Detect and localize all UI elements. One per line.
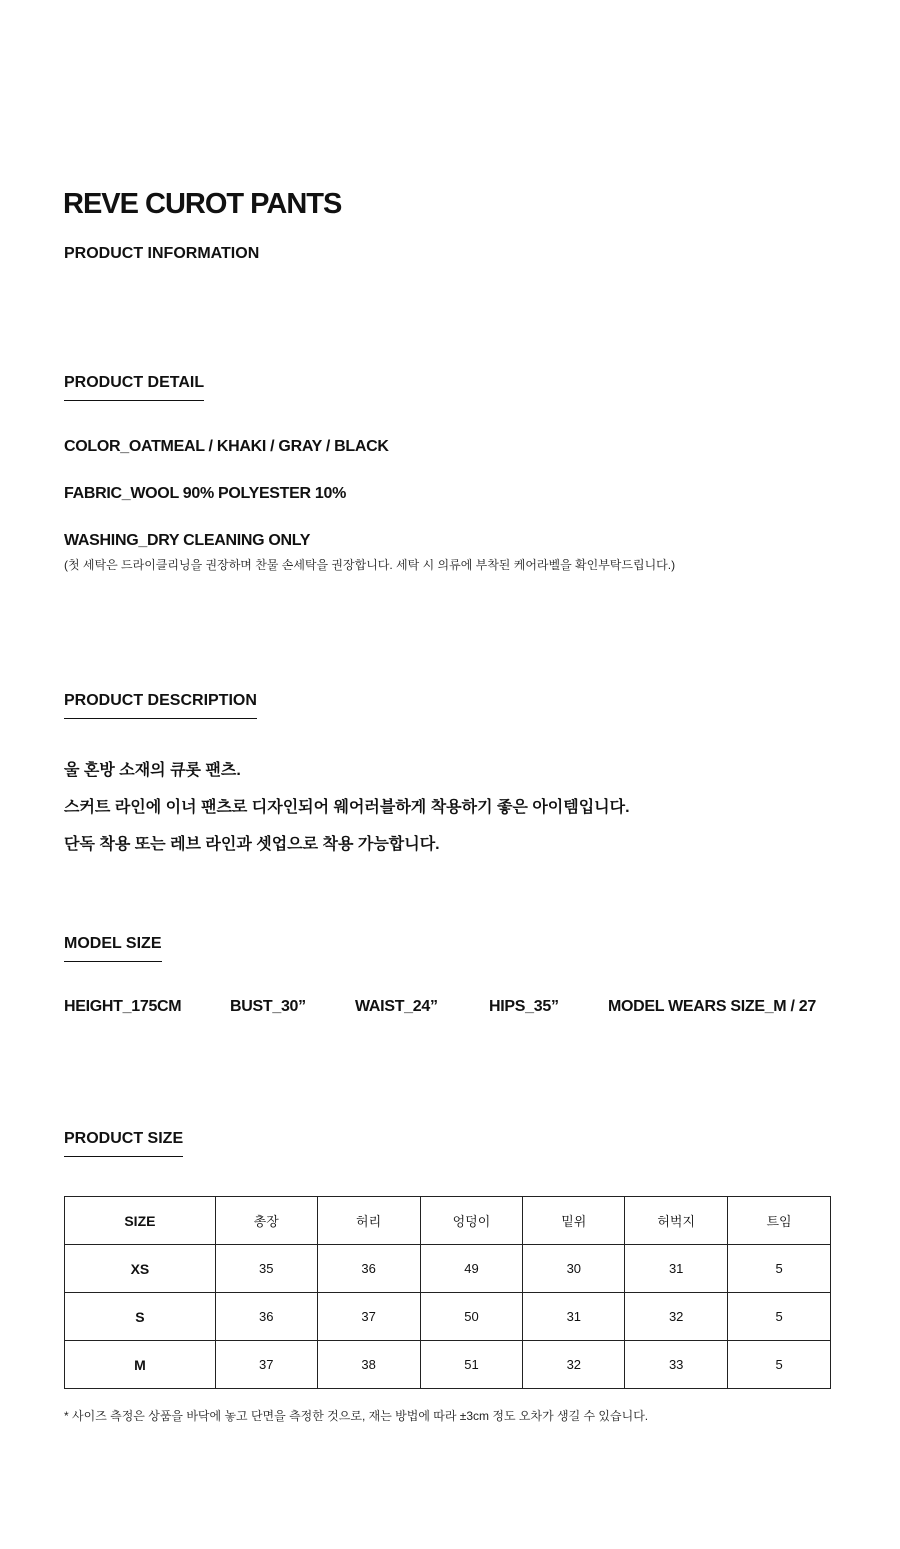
table-row: [65, 1293, 831, 1341]
description-line: 스커트 라인에 이너 팬츠로 디자인되어 웨어러블하게 착용하기 좋은 아이템입니다.: [64, 799, 630, 816]
description-line: 단독 착용 또는 레브 라인과 셋업으로 착용 가능합니다.: [64, 836, 440, 853]
model-hips: HIPS_35”: [489, 998, 559, 1015]
color-info: COLOR_OATMEAL / KHAKI / GRAY / BLACK: [64, 438, 389, 455]
table-cell: 31: [625, 1245, 728, 1293]
table-cell: 38: [317, 1341, 420, 1389]
product-information-label: PRODUCT INFORMATION: [64, 245, 260, 262]
table-cell: 35: [215, 1245, 317, 1293]
table-header-row: [65, 1197, 831, 1245]
header-cell: 밑위: [523, 1197, 625, 1245]
table-cell: 36: [215, 1293, 317, 1341]
table-row: [65, 1245, 831, 1293]
table-cell: 51: [420, 1341, 523, 1389]
table-cell: 32: [625, 1293, 728, 1341]
model-bust: BUST_30”: [230, 998, 306, 1015]
table-cell: 32: [523, 1341, 625, 1389]
fabric-info: FABRIC_WOOL 90% POLYESTER 10%: [64, 485, 347, 502]
header-cell: 총장: [215, 1197, 317, 1245]
model-size-heading: MODEL SIZE: [64, 935, 162, 962]
header-cell: 트임: [728, 1197, 831, 1245]
washing-info: WASHING_DRY CLEANING ONLY: [64, 532, 311, 549]
table-cell: 5: [728, 1245, 831, 1293]
size-cell: XS: [65, 1245, 216, 1293]
product-title: REVE CUROT PANTS: [63, 188, 342, 220]
table-cell: 5: [728, 1293, 831, 1341]
table-cell: 50: [420, 1293, 523, 1341]
header-cell: 허벅지: [625, 1197, 728, 1245]
header-cell: 허리: [317, 1197, 420, 1245]
table-cell: 37: [215, 1341, 317, 1389]
washing-note: (첫 세탁은 드라이클리닝을 권장하며 찬물 손세탁을 권장합니다. 세탁 시 의류에 부착된 케어라벨을 확인부탁드립니다.): [64, 558, 676, 572]
table-cell: 49: [420, 1245, 523, 1293]
size-cell: M: [65, 1341, 216, 1389]
model-waist: WAIST_24”: [355, 998, 438, 1015]
table-cell: 5: [728, 1341, 831, 1389]
table-cell: 33: [625, 1341, 728, 1389]
model-height: HEIGHT_175CM: [64, 998, 182, 1015]
size-table: [64, 1196, 831, 1389]
product-description-heading: PRODUCT DESCRIPTION: [64, 692, 257, 719]
product-detail-heading: PRODUCT DETAIL: [64, 374, 204, 401]
model-wears: MODEL WEARS SIZE_M / 27: [608, 998, 816, 1015]
model-size-row: [64, 998, 864, 1018]
table-cell: 31: [523, 1293, 625, 1341]
table-cell: 36: [317, 1245, 420, 1293]
table-cell: 37: [317, 1293, 420, 1341]
header-cell: SIZE: [65, 1197, 216, 1245]
table-cell: 30: [523, 1245, 625, 1293]
table-row: [65, 1341, 831, 1389]
size-note: * 사이즈 측정은 상품을 바닥에 놓고 단면을 측정한 것으로, 재는 방법에 따라 ±3cm 정도 오차가 생길 수 있습니다.: [64, 1409, 649, 1423]
product-size-heading: PRODUCT SIZE: [64, 1130, 183, 1157]
description-line: 울 혼방 소재의 큐롯 팬츠.: [64, 762, 241, 779]
size-cell: S: [65, 1293, 216, 1341]
header-cell: 엉덩이: [420, 1197, 523, 1245]
